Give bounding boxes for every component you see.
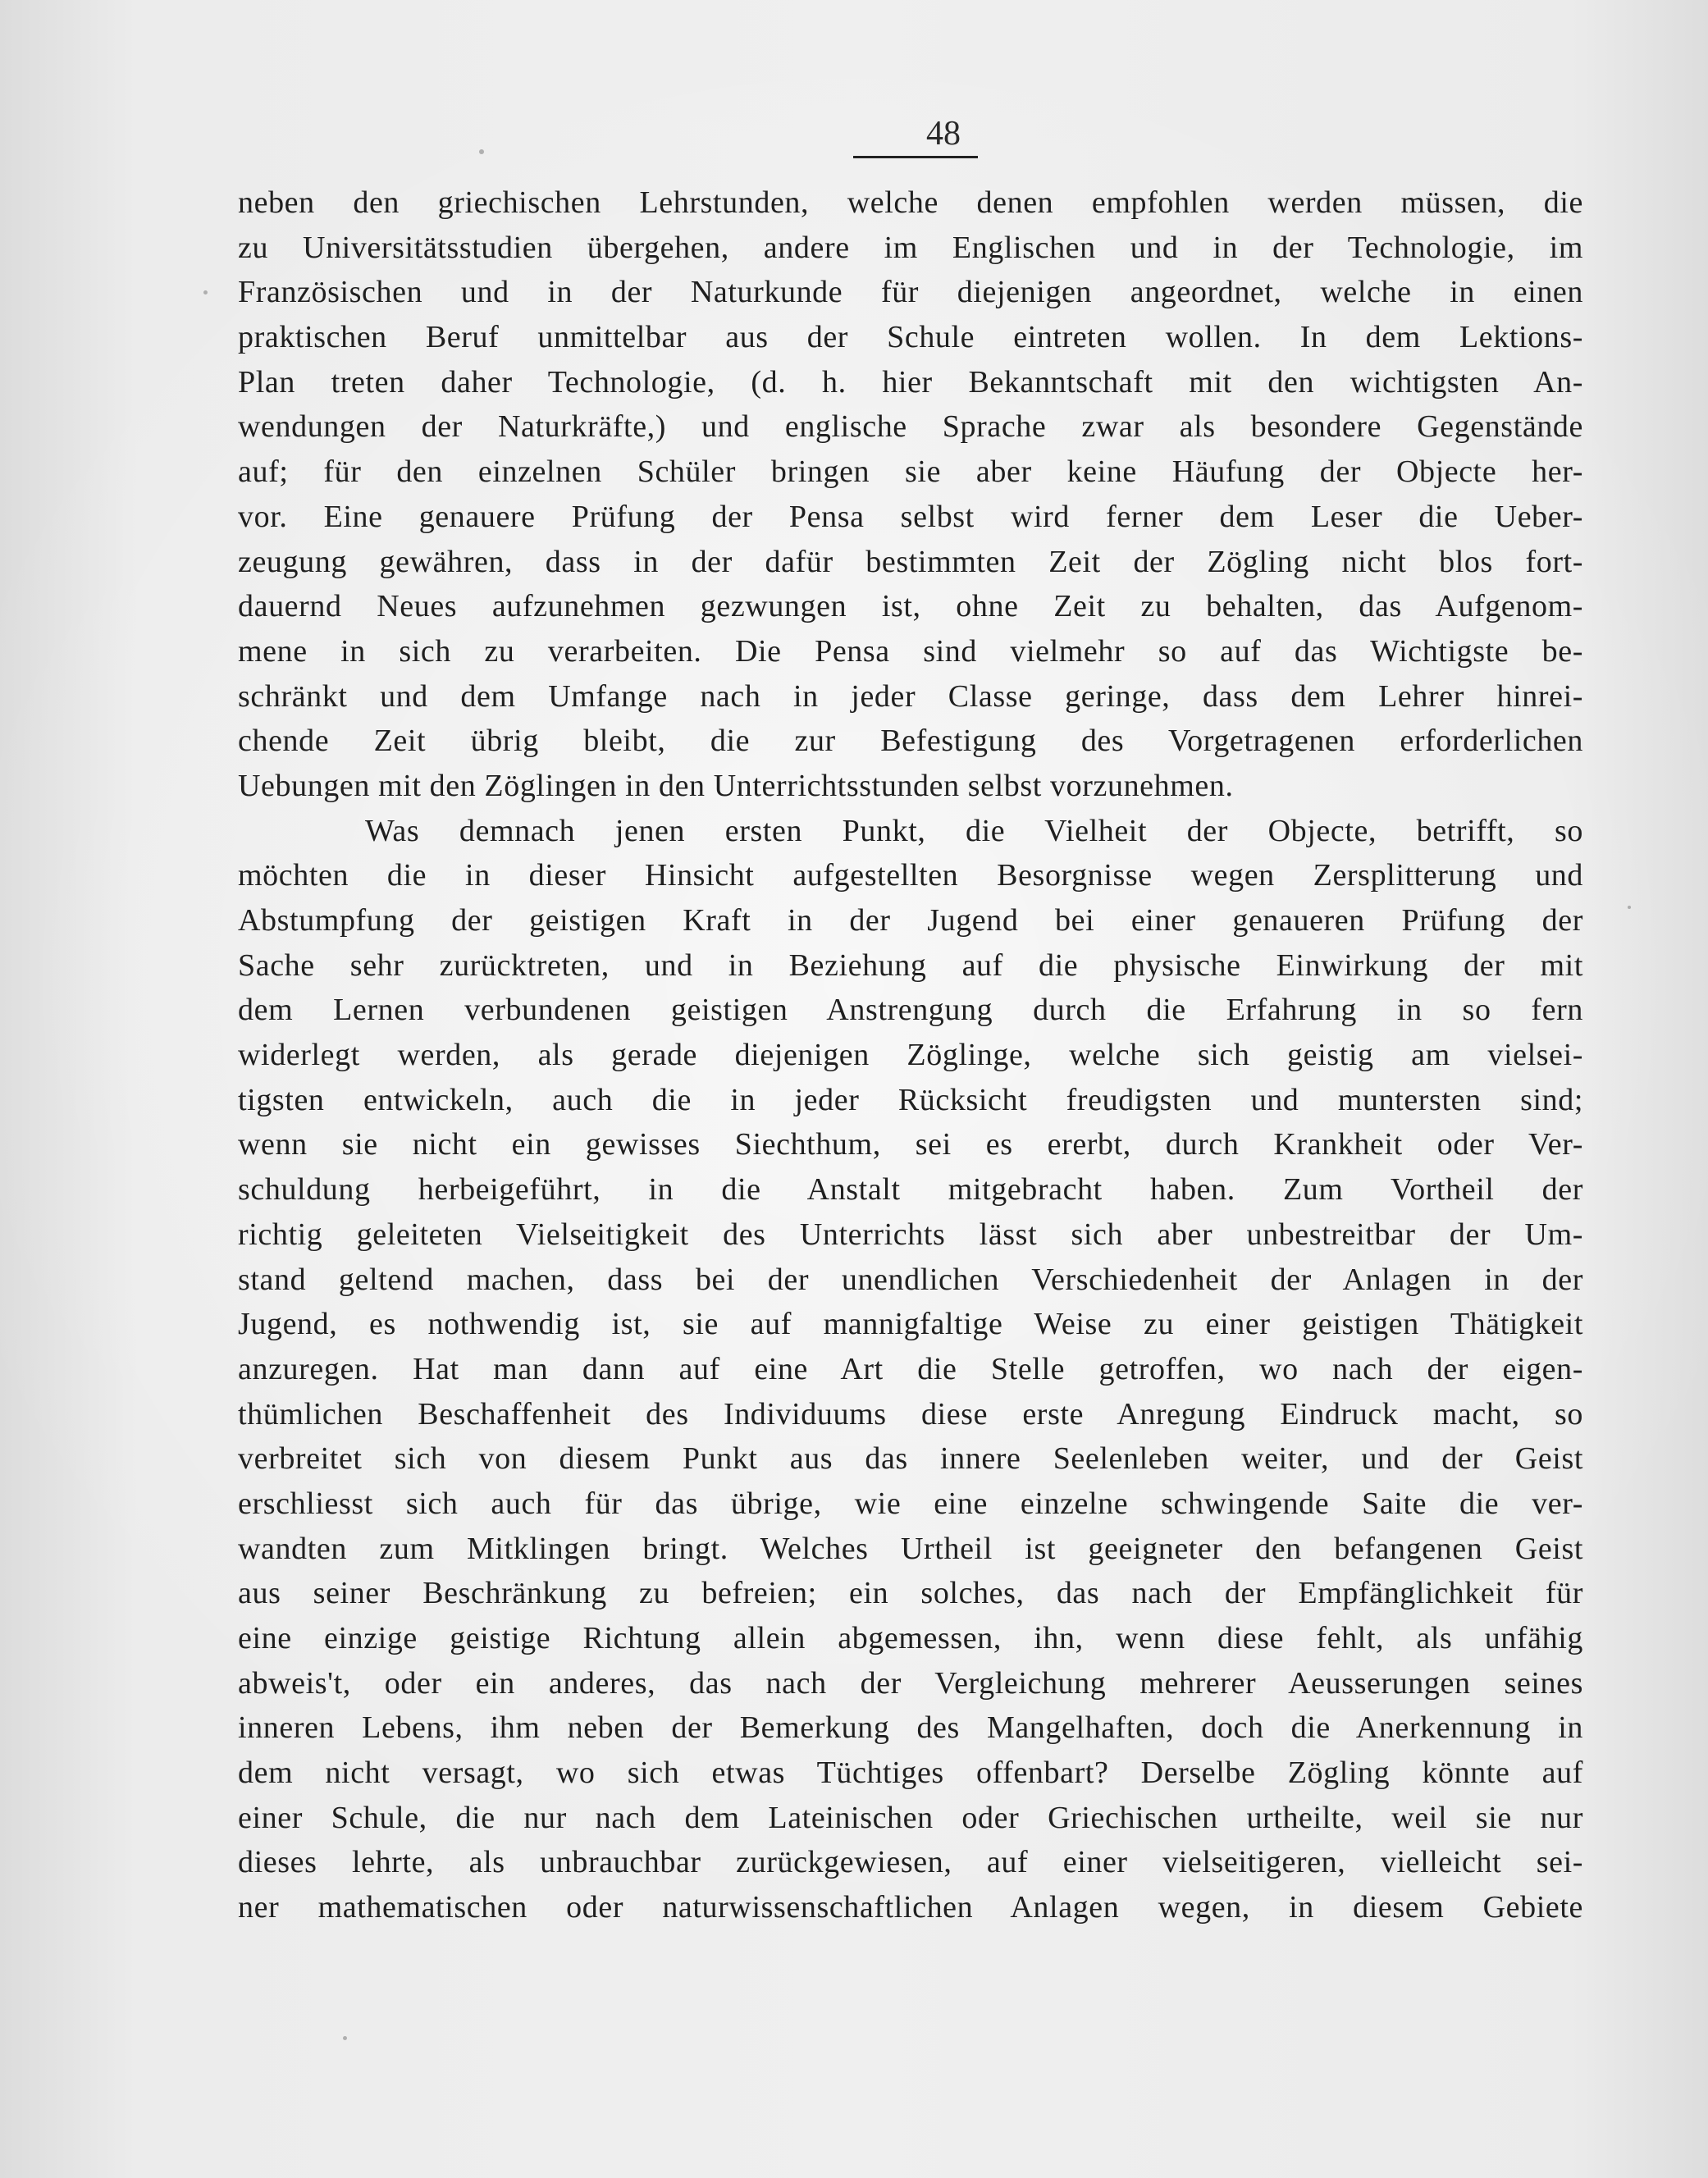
text-line: Abstumpfung der geistigen Kraft in der Jugend bei einer genaueren Prüfung der — [238, 903, 1583, 938]
text-line: dauernd Neues aufzunehmen gezwungen ist, ohne Zeit zu behalten, das Aufgenom- — [238, 589, 1583, 624]
text-line: tigsten entwickeln, auch die in jeder Rücksicht freudigsten und muntersten sind; — [238, 1082, 1583, 1117]
text-line: neben den griechischen Lehrstunden, welche denen empfohlen werden müssen, die — [238, 185, 1583, 220]
text-line: Französischen und in der Naturkunde für diejenigen angeordnet, welche in einen — [238, 275, 1583, 310]
paragraph-end-line: Uebungen mit den Zöglingen in den Unterrichtsstunden selbst vorzunehmen. — [238, 768, 1234, 803]
text-line: mene in sich zu verarbeiten. Die Pensa sind vielmehr so auf das Wichtigste be- — [238, 633, 1583, 669]
text-line: richtig geleiteten Vielseitigkeit des Unterrichts lässt sich aber unbestreitbar der Um- — [238, 1217, 1583, 1252]
text-line: widerlegt werden, als gerade diejenigen Zöglinge, welche sich geistig am vielsei- — [238, 1038, 1583, 1073]
body-text — [238, 180, 1583, 1930]
text-line: dem nicht versagt, wo sich etwas Tüchtiges offenbart? Derselbe Zögling könnte auf — [238, 1756, 1583, 1791]
text-line: stand geltend machen, dass bei der unendlichen Verschiedenheit der Anlagen in der — [238, 1262, 1583, 1297]
text-line: Jugend, es nothwendig ist, sie auf mannigfaltige Weise zu einer geistigen Thätigkeit — [238, 1307, 1583, 1342]
text-line: eine einzige geistige Richtung allein abgemessen, ihn, wenn diese fehlt, als unfähig — [238, 1621, 1583, 1655]
text-line: Plan treten daher Technologie, (d. h. hier Bekanntschaft mit den wichtigsten An- — [238, 364, 1583, 400]
text-line: schuldung herbeigeführt, in die Anstalt mitgebracht haben. Zum Vortheil der — [238, 1172, 1583, 1208]
text-line: chende Zeit übrig bleibt, die zur Befestigung des Vorgetragenen erforderlichen — [238, 724, 1583, 759]
text-line: aus seiner Beschränkung zu befreien; ein solches, das nach der Empfänglichkeit für — [238, 1576, 1583, 1611]
text-line: Sache sehr zurücktreten, und in Beziehung auf die physische Einwirkung der mit — [238, 947, 1583, 983]
text-line: vor. Eine genauere Prüfung der Pensa selbst wird ferner dem Leser die Ueber- — [238, 499, 1583, 534]
paper-speck — [479, 149, 484, 154]
text-line: erschliesst sich auch für das übrige, wie eine einzelne schwingende Saite die ver- — [238, 1486, 1583, 1521]
text-line: einer Schule, die nur nach dem Lateinischen oder Griechischen urtheilte, weil sie nur — [238, 1800, 1583, 1835]
paper-speck — [1628, 906, 1631, 909]
text-line: wenn sie nicht ein gewisses Siechthum, sei es ererbt, durch Krankheit oder Ver- — [238, 1127, 1583, 1162]
text-line: ner mathematischen oder naturwissenschaftlichen Anlagen wegen, in diesem Gebiete — [238, 1890, 1583, 1925]
page-number: 48 — [926, 115, 961, 153]
text-line: schränkt und dem Umfange nach in jeder Classe geringe, dass dem Lehrer hinrei- — [238, 678, 1583, 714]
text-line: thümlichen Beschaffenheit des Individuums diese erste Anregung Eindruck macht, so — [238, 1396, 1583, 1431]
paper-speck — [203, 290, 208, 295]
text-line: dieses lehrte, als unbrauchbar zurückgewiesen, auf einer vielseitigeren, vielleicht sei- — [238, 1845, 1583, 1880]
text-line: dem Lernen verbundenen geistigen Anstrengung durch die Erfahrung in so fern — [238, 993, 1583, 1028]
text-line: inneren Lebens, ihm neben der Bemerkung des Mangelhaften, doch die Anerkennung in — [238, 1710, 1583, 1746]
paragraph-start-line: Was demnach jenen ersten Punkt, die Vielheit der Objecte, betrifft, so — [365, 813, 1583, 848]
text-line: praktischen Beruf unmittelbar aus der Schule eintreten wollen. In dem Lektions- — [238, 320, 1583, 355]
text-line: möchten die in dieser Hinsicht aufgestellten Besorgnisse wegen Zersplitterung und — [238, 858, 1583, 893]
paper-speck — [343, 2036, 347, 2040]
text-line: zeugung gewähren, dass in der dafür bestimmten Zeit der Zögling nicht blos fort- — [238, 544, 1583, 579]
text-line: wandten zum Mitklingen bringt. Welches Urtheil ist geeigneter den befangenen Geist — [238, 1531, 1583, 1566]
text-line: wendungen der Naturkräfte,) und englische Sprache zwar als besondere Gegenstände — [238, 409, 1583, 445]
text-line: anzuregen. Hat man dann auf eine Art die Stelle getroffen, wo nach der eigen- — [238, 1351, 1583, 1386]
text-line: zu Universitätsstudien übergehen, andere im Englischen und in der Technologie, im — [238, 230, 1583, 265]
text-line: auf; für den einzelnen Schüler bringen sie aber keine Häufung der Objecte her- — [238, 454, 1583, 490]
text-line: abweis't, oder ein anderes, das nach der Vergleichung mehrerer Aeusserungen seines — [238, 1665, 1583, 1701]
text-line: verbreitet sich von diesem Punkt aus das innere Seelenleben weiter, und der Geist — [238, 1441, 1583, 1477]
header-rule — [853, 156, 978, 158]
